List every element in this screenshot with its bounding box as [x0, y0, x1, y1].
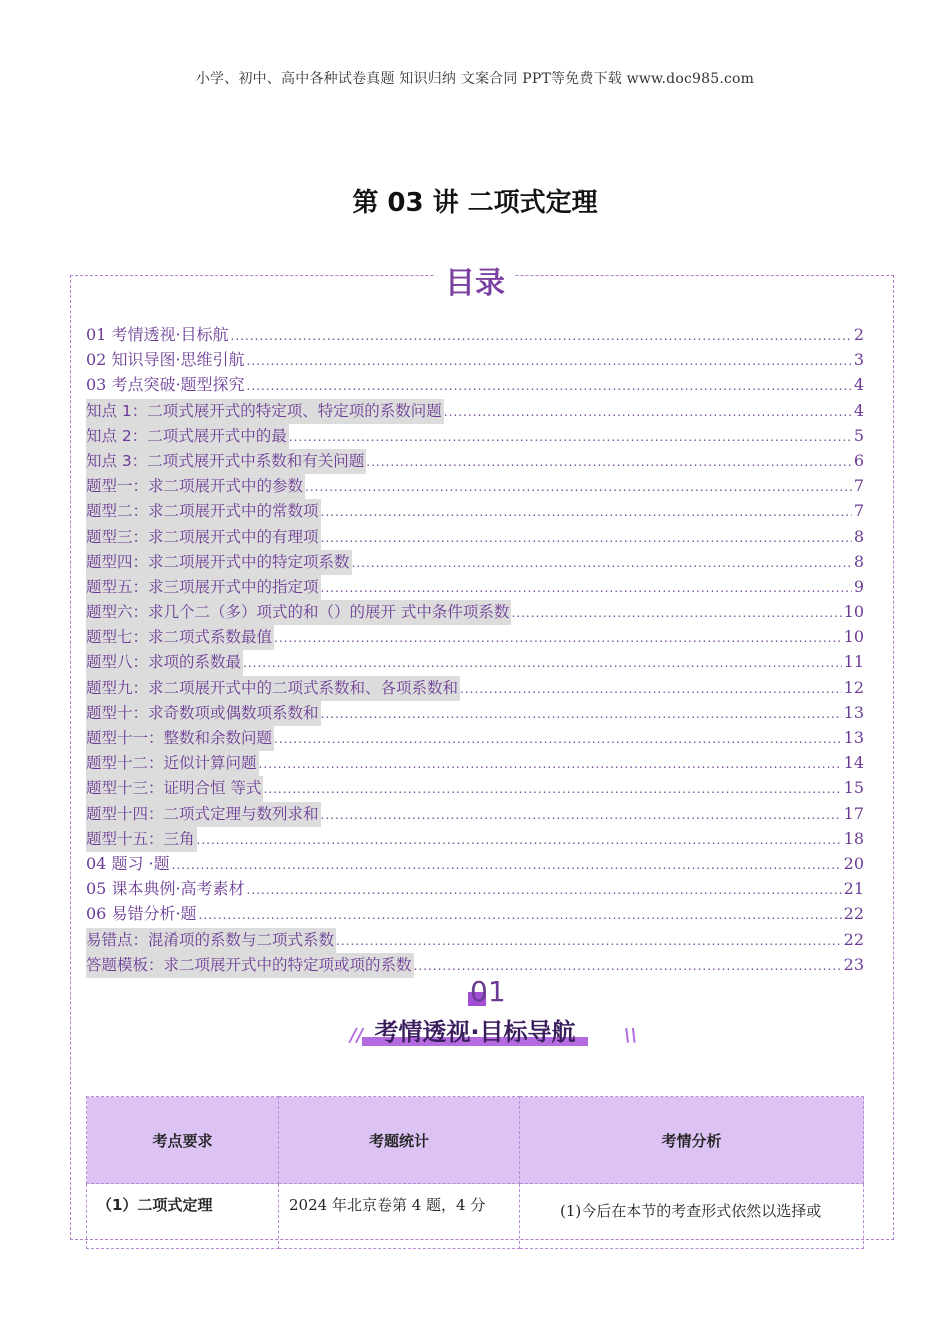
toc-item[interactable]	[86, 801, 864, 826]
toc-item-label: 06 易错分析·题	[86, 904, 197, 924]
toc-item-label: 04 题习 ·题	[86, 853, 170, 873]
toc-item-page: 7	[853, 476, 864, 496]
toc-item[interactable]	[86, 952, 864, 977]
toc-item-page: 18	[843, 828, 864, 848]
toc-leader-dots	[274, 727, 842, 752]
toc-item-page: 22	[843, 929, 864, 949]
table-cell: (1)今后在本节的考查形式依然以选择或	[520, 1184, 864, 1249]
toc-item-label: 知点 2：二项式展开式中的最	[86, 424, 289, 449]
toc-leader-dots	[321, 526, 852, 551]
toc-item-label: 题型四：求二项展开式中的特定项系数	[86, 550, 352, 575]
toc-item-page: 10	[843, 627, 864, 647]
toc-leader-dots	[172, 853, 842, 878]
toc-leader-dots	[460, 677, 842, 702]
toc-item-page: 10	[843, 602, 864, 622]
toc-item[interactable]	[86, 876, 864, 901]
toc-item[interactable]	[86, 398, 864, 423]
toc-item-label: 题型八：求项的系数最	[86, 650, 243, 675]
toc-item-label: 题型十五：三角	[86, 827, 197, 852]
toc-item-label: 题型六：求几个二（多）项式的和（）的展开 式中条件项系数	[86, 600, 511, 625]
table-header-cell: 考情分析	[520, 1097, 864, 1184]
toc-item-page: 13	[843, 702, 864, 722]
toc-item[interactable]	[86, 524, 864, 549]
toc-leader-dots	[289, 425, 852, 450]
toc-item-page: 11	[843, 652, 864, 672]
toc-item-label: 知点 3：二项式展开式中系数和有关问题	[86, 449, 366, 474]
toc-leader-dots	[259, 752, 842, 777]
toc-item-label: 知点 1：二项式展开式的特定项、特定项的系数问题	[86, 399, 444, 424]
table-header-cell: 考点要求	[87, 1097, 279, 1184]
toc-item[interactable]	[86, 448, 864, 473]
toc-item-page: 9	[853, 576, 864, 596]
toc-item-page: 12	[843, 677, 864, 697]
toc-item-page: 20	[843, 853, 864, 873]
toc-item[interactable]	[86, 700, 864, 725]
exam-info-table	[86, 1096, 864, 1249]
toc-item[interactable]	[86, 574, 864, 599]
toc-leader-dots	[352, 551, 852, 576]
toc-item-label: 题型十三：证明合恒 等式	[86, 776, 263, 801]
toc-item-page: 6	[853, 450, 864, 470]
toc-item-label: 易错点：混淆项的系数与二项式系数	[86, 928, 336, 953]
toc-leader-dots	[199, 903, 842, 928]
toc-item[interactable]	[86, 423, 864, 448]
section-title	[0, 1012, 950, 1047]
toc-item[interactable]	[86, 624, 864, 649]
toc-item-page: 4	[853, 375, 864, 395]
toc-leader-dots	[197, 828, 842, 853]
toc-leader-dots	[336, 929, 842, 954]
toc-item-page: 23	[843, 954, 864, 974]
toc-item[interactable]	[86, 473, 864, 498]
table-cell: 2024 年北京卷第 4 题，4 分	[279, 1184, 520, 1249]
section-title-text: 考情透视·目标导航	[366, 1012, 583, 1047]
page-header: 小学、初中、高中各种试卷真题 知识归纳 文案合同 PPT等免费下载 www.doc985.com	[195, 71, 755, 87]
toc-leader-dots	[247, 349, 852, 374]
table-cell: （1）二项式定理	[87, 1184, 279, 1249]
toc-item-label: 05 课本典例·高考素材	[86, 879, 245, 899]
toc-heading-text: 目录	[435, 266, 515, 301]
toc-item[interactable]	[86, 826, 864, 851]
toc-leader-dots	[321, 500, 852, 525]
toc-item-page: 14	[843, 753, 864, 773]
toc-item-page: 4	[853, 400, 864, 420]
toc-leader-dots	[231, 324, 852, 349]
toc-item[interactable]	[86, 372, 864, 397]
table-row	[87, 1184, 864, 1249]
toc-item[interactable]	[86, 725, 864, 750]
toc-item[interactable]	[86, 775, 864, 800]
toc-item[interactable]	[86, 750, 864, 775]
toc-item-label: 题型十二：近似计算问题	[86, 751, 259, 776]
toc-heading	[0, 258, 950, 302]
toc-item-page: 2	[853, 325, 864, 344]
toc-leader-dots	[511, 601, 841, 626]
section-number	[470, 975, 506, 1008]
toc-item-page: 21	[843, 879, 864, 899]
toc-leader-dots	[274, 626, 842, 651]
toc-leader-dots	[247, 374, 852, 399]
toc-leader-dots	[321, 576, 852, 601]
toc-item[interactable]	[86, 901, 864, 926]
toc-item-label: 题型九：求二项展开式中的二项式系数和、各项系数和	[86, 676, 460, 701]
toc-leader-dots	[247, 878, 842, 903]
toc-item[interactable]	[86, 851, 864, 876]
toc-item-label: 题型五：求三项展开式中的指定项	[86, 575, 321, 600]
toc-item-label: 03 考点突破·题型探究	[86, 375, 245, 395]
toc-item[interactable]	[86, 322, 864, 347]
toc-item-label: 题型十一：整数和余数问题	[86, 726, 274, 751]
toc-item-label: 题型十四：二项式定理与数列求和	[86, 802, 321, 827]
toc-item-page: 22	[843, 904, 864, 924]
slash-left-decoration: //	[350, 1025, 364, 1046]
toc-item-page: 17	[843, 803, 864, 823]
toc-leader-dots	[321, 803, 842, 828]
document-title: 第 03 讲 二项式定理	[352, 188, 598, 218]
toc-leader-dots	[263, 777, 841, 802]
toc-item-page: 5	[853, 425, 864, 445]
toc-item-page: 8	[853, 551, 864, 571]
section-number-text: 01	[470, 975, 506, 1008]
toc-leader-dots	[321, 702, 842, 727]
toc-leader-dots	[444, 400, 852, 425]
toc-leader-dots	[305, 475, 852, 500]
toc-item-label: 题型十：求奇数项或偶数项系数和	[86, 701, 321, 726]
toc-item[interactable]	[86, 675, 864, 700]
toc-item-page: 7	[853, 501, 864, 521]
toc-item-label: 题型三：求二项展开式中的有理项	[86, 525, 321, 550]
slash-right-decoration: \\	[624, 1025, 638, 1046]
toc-item-page: 15	[843, 778, 864, 798]
toc-item-label: 题型一：求二项展开式中的参数	[86, 474, 305, 499]
toc-item[interactable]	[86, 549, 864, 574]
toc-leader-dots	[366, 450, 852, 475]
toc-item[interactable]	[86, 927, 864, 952]
toc-item-label: 题型七：求二项式系数最值	[86, 625, 274, 650]
table-of-contents	[86, 322, 864, 977]
toc-leader-dots	[243, 651, 842, 676]
toc-item-label: 01 考情透视·目标航	[86, 325, 229, 344]
toc-item-label: 02 知识导图·思维引航	[86, 350, 245, 370]
toc-item[interactable]	[86, 347, 864, 372]
toc-item-label: 答题模板：求二项展开式中的特定项或项的系数	[86, 953, 414, 978]
toc-item-page: 13	[843, 728, 864, 747]
toc-item[interactable]	[86, 649, 864, 674]
table-header-row	[87, 1097, 864, 1184]
toc-item-page: 3	[853, 350, 864, 370]
toc-item-page: 8	[853, 526, 864, 546]
table-header-cell: 考题统计	[279, 1097, 520, 1184]
toc-item[interactable]	[86, 498, 864, 523]
toc-item-label: 题型二：求二项展开式中的常数项	[86, 499, 321, 524]
toc-item[interactable]	[86, 599, 864, 624]
